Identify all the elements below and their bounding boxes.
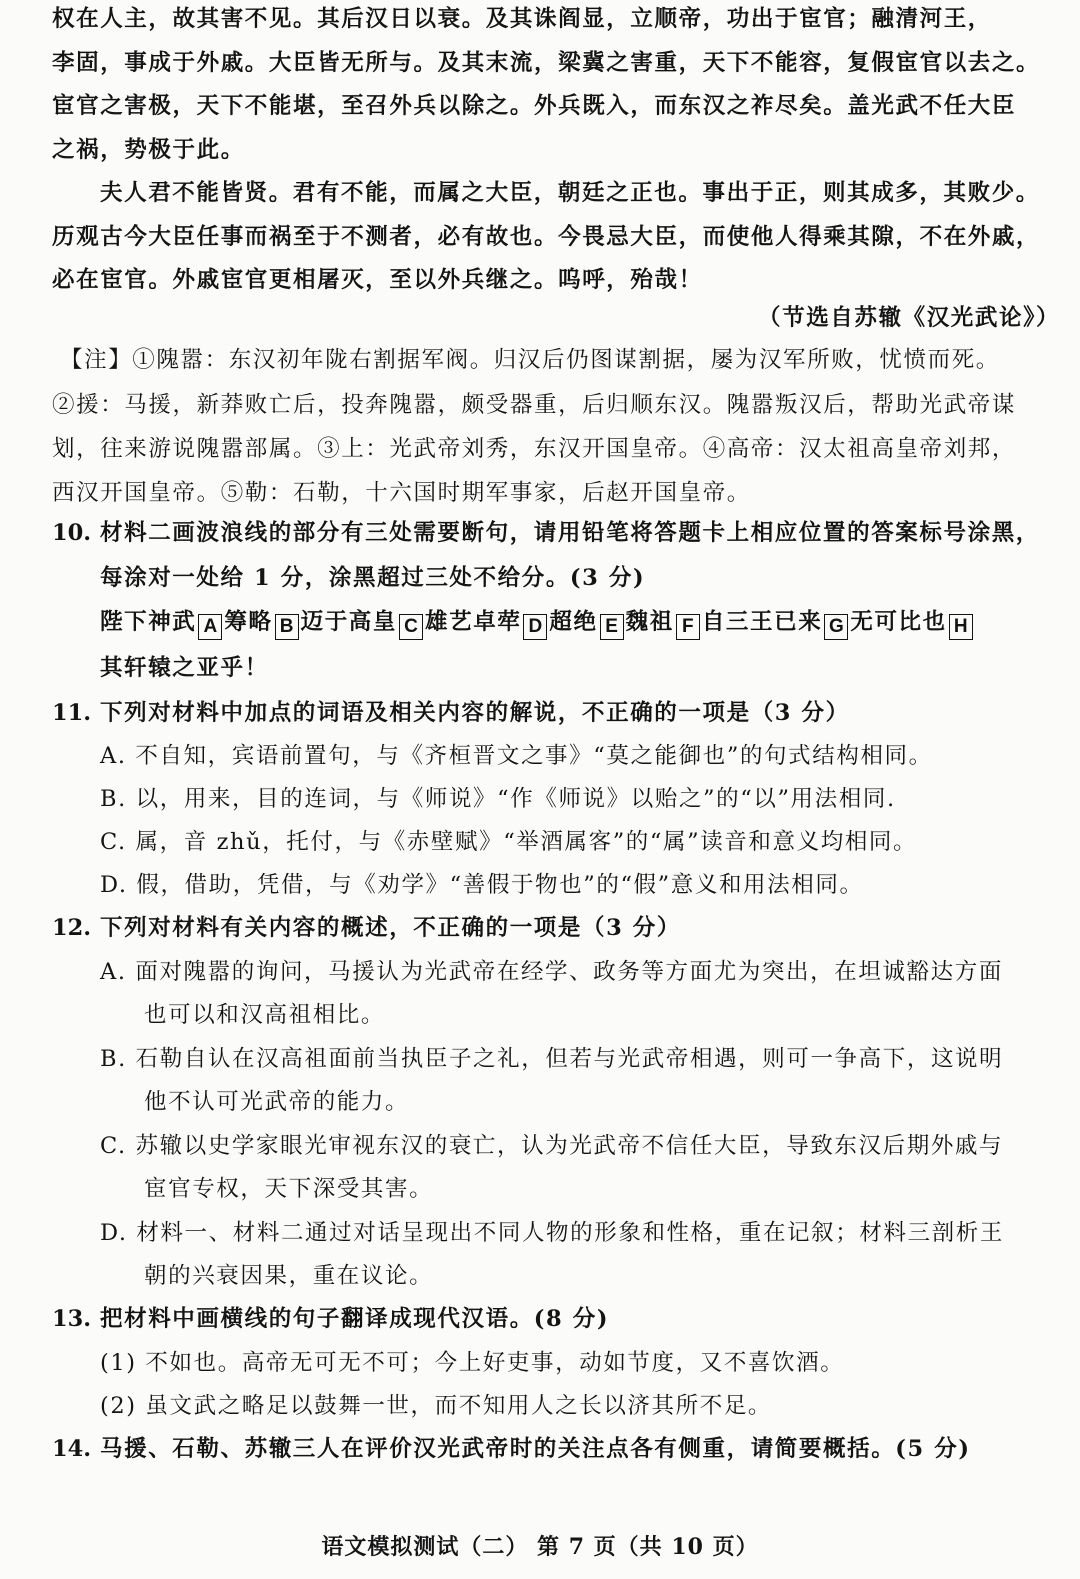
q12-option-d[interactable]: D. 材料一、材料二通过对话呈现出不同人物的形象和性格，重在记叙；材料三剖析王 (100, 1220, 1004, 1246)
note-line: 西汉开国皇帝。⑤勒：石勒，十六国时期军事家，后赵开国皇帝。 (52, 480, 751, 506)
q13-item-2: (2) 虽文武之略足以鼓舞一世，而不知用人之长以济其所不足。 (100, 1393, 773, 1419)
break-marker-f[interactable]: F (676, 614, 700, 640)
passage-line: 宦官之害极，天下不能堪，至召外兵以除之。外兵既入，而东汉之祚尽矣。盖光武不任大臣 (52, 93, 1017, 119)
q10-segment: 陛下神武 (100, 609, 197, 635)
break-marker-g[interactable]: G (824, 614, 848, 640)
q10-segment: 雄艺卓荦 (425, 609, 522, 635)
q10-segment: 超绝 (549, 609, 598, 635)
q10-stem-line: 每涂对一处给 1 分，涂黑超过三处不给分。(3 分) (100, 565, 646, 591)
passage-line: 夫人君不能皆贤。君有不能，而属之大臣，朝廷之正也。事出于正，则其成多，其败少。 (100, 180, 1040, 206)
question-number: 10. (52, 520, 92, 546)
q14-stem: 马援、石勒、苏辙三人在评价汉光武帝时的关注点各有侧重，请简要概括。(5 分) (100, 1436, 971, 1462)
q12-option-d-cont: 朝的兴衰因果，重在议论。 (144, 1263, 434, 1289)
page-footer: 语文模拟测试（二） 第 7 页（共 10 页） (321, 1534, 759, 1560)
q13-stem: 把材料中画横线的句子翻译成现代汉语。(8 分) (100, 1306, 610, 1332)
break-marker-b[interactable]: B (275, 614, 299, 640)
question-number: 11. (52, 700, 92, 726)
q12-option-b-cont: 他不认可光武帝的能力。 (144, 1089, 410, 1115)
q11-option-b[interactable]: B. 以，用来，目的连词，与《师说》“作《师说》以贻之”的“以”用法相同. (100, 786, 896, 812)
break-marker-d[interactable]: D (523, 614, 547, 640)
question-number: 13. (52, 1306, 92, 1332)
passage-line: 必在宦官。外戚宦官更相屠灭，至以外兵继之。呜呼，殆哉！ (52, 267, 703, 293)
q13-item-1: (1) 不如也。高帝无可无不可；今上好吏事，动如节度，又不喜饮酒。 (100, 1350, 845, 1376)
q11-option-c[interactable]: C. 属，音 zhǔ，托付，与《赤壁赋》“举酒属客”的“属”读音和意义均相同。 (100, 829, 918, 855)
passage-line: 之祸，势极于此。 (52, 137, 245, 163)
q12-stem: 下列对材料有关内容的概述，不正确的一项是（3 分） (100, 915, 681, 941)
q12-option-c[interactable]: C. 苏辙以史学家眼光审视东汉的衰亡，认为光武帝不信任大臣，导致东汉后期外戚与 (100, 1133, 1004, 1159)
note-line: ②援：马援，新莽败亡后，投奔隗嚣，颇受器重，后归顺东汉。隗嚣叛汉后，帮助光武帝谋 (52, 392, 1017, 418)
q10-segment: 迈于高皇 (300, 609, 398, 635)
q12-option-a-cont: 也可以和汉高祖相比。 (144, 1002, 386, 1028)
break-marker-h[interactable]: H (949, 614, 973, 640)
q10-segment: 自三王已来 (701, 609, 823, 635)
passage-line: 李固，事成于外戚。大臣皆无所与。及其末流，梁冀之害重，天下不能容，复假宦官以去之。 (52, 50, 1041, 76)
q10-sentence (100, 607, 975, 640)
q11-option-d[interactable]: D. 假，借助，凭借，与《劝学》“善假于物也”的“假”意义和用法相同。 (100, 872, 864, 898)
break-marker-a[interactable]: A (198, 614, 222, 640)
question-number: 12. (52, 915, 92, 941)
note-line: 【注】①隗嚣：东汉初年陇右割据军阀。归汉后仍图谋割据，屡为汉军所败，忧愤而死。 (60, 347, 1000, 373)
q10-segment: 魏祖 (625, 609, 674, 635)
q12-option-a[interactable]: A. 面对隗嚣的询问，马援认为光武帝在经学、政务等方面尤为突出，在坦诚豁达方面 (100, 959, 1003, 985)
q10-segment: 筹略 (224, 609, 273, 635)
passage-line: 权在人主，故其害不见。其后汉日以衰。及其诛阎显，立顺帝，功出于宦官；融清河王， (52, 6, 992, 32)
break-marker-c[interactable]: C (399, 614, 423, 640)
q10-stem-line: 材料二画波浪线的部分有三处需要断句，请用铅笔将答题卡上相应位置的答案标号涂黑， (100, 520, 1040, 546)
passage-source: （节选自苏辙《汉光武论》） (758, 305, 1061, 331)
q12-option-b[interactable]: B. 石勒自认在汉高祖面前当执臣子之礼，但若与光武帝相遇，则可一争高下，这说明 (100, 1046, 1004, 1072)
q11-option-a[interactable]: A. 不自知，宾语前置句，与《齐桓晋文之事》“莫之能御也”的句式结构相同。 (100, 743, 933, 769)
break-marker-e[interactable]: E (600, 614, 624, 640)
note-line: 划，往来游说隗嚣部属。③上：光武帝刘秀，东汉开国皇帝。④高帝：汉太祖高皇帝刘邦， (52, 436, 1017, 462)
q10-segment: 其轩辕之亚乎！ (100, 655, 269, 681)
q12-option-c-cont: 宦官专权，天下深受其害。 (144, 1176, 434, 1202)
q11-stem: 下列对材料中加点的词语及相关内容的解说，不正确的一项是（3 分） (100, 700, 850, 726)
passage-line: 历观古今大臣任事而祸至于不测者，必有故也。今畏忌大臣，而使他人得乘其隙，不在外戚， (52, 224, 1041, 250)
q10-segment: 无可比也 (850, 609, 947, 635)
question-number: 14. (52, 1436, 92, 1462)
